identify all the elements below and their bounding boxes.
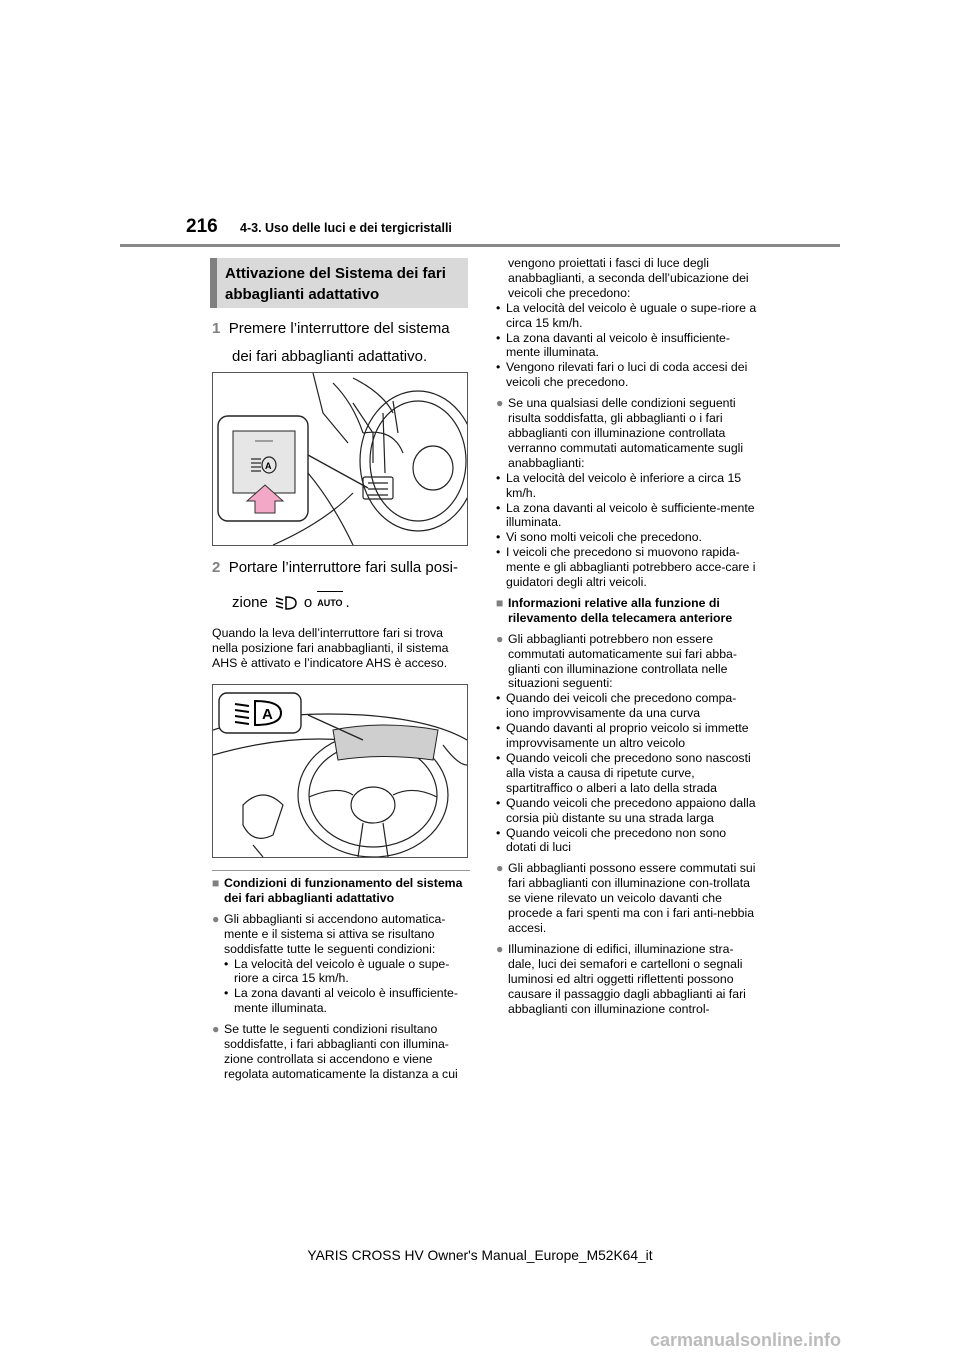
left-column <box>212 876 470 1088</box>
paragraph-2-continued: vengono proiettati i fasci di luce degli anabbaglianti, a seconda dell’ubicazione dei veicoli che precedono: • La velocità del veicolo è uguale o supe-riore a circa 15 km/h. • La zona davanti al veicolo è insufficiente-mente illuminata. • Vengono rilevati fari o luci di coda accesi dei veicoli che precedono. <box>496 256 757 390</box>
bullet: La zona davanti al veicolo è sufficiente-mente illuminata. <box>506 500 755 530</box>
bullet: Vengono rilevati fari o luci di coda accesi dei veicoli che precedono. <box>506 360 748 390</box>
step-1-text-2: dei fari abbaglianti adattativo. <box>232 348 428 365</box>
paragraph-4: ● Gli abbaglianti potrebbero non essere commutati automaticamente sui fari abba-glianti con illuminazione controllata nelle situazioni seguenti: • Quando dei veicoli che precedono compa-iono improvvisamente da una curva • Quando davanti al proprio veicolo si immette improvvisamente un altro veicolo • Quando veicoli che precedono sono nascosti alla vista a causa di ripetute curve, spartitraffico o alberi a lato della strada • Quando veicoli che precedono appaiono dalla corsia più distante su una strada larga • Quando veicoli che precedono non sono dotati di luci <box>496 632 758 856</box>
svg-text:A: A <box>262 706 273 723</box>
switch-illustration <box>212 372 468 546</box>
footer-text: YARIS CROSS HV Owner's Manual_Europe_M52K64_it <box>307 1248 653 1263</box>
bullet: Quando veicoli che precedono non sono dotati di luci <box>506 825 727 855</box>
divider <box>212 870 470 871</box>
low-beam-icon <box>274 593 298 613</box>
watermark: carmanualsonline.info <box>650 1330 842 1350</box>
bullet: I veicoli che precedono si muovono rapida-mente e gli abbaglianti potrebbero acce-care i guidatori degli altri veicoli. <box>506 545 756 590</box>
bullet: La zona davanti al veicolo è insufficiente-mente illuminata. <box>234 986 458 1016</box>
right-column <box>496 256 758 1022</box>
paragraph-5: ● Gli abbaglianti possono essere commutati sui fari abbaglianti con illuminazione con-trollata se viene rilevato un veicolo davanti che procede a fari spenti ma con i fari anti-nebbia accesi. <box>496 861 756 935</box>
step-2-text-1: Portare l’interruttore fari sulla posi- <box>228 559 458 576</box>
step-1-number: 1 <box>212 320 221 337</box>
bullet: Quando dei veicoli che precedono compa-iono improvvisamente da una curva <box>506 691 737 721</box>
page-number: 216 <box>186 216 218 237</box>
bullet: La zona davanti al veicolo è insufficiente-mente illuminata. <box>506 330 730 360</box>
bullet: Vi sono molti veicoli che precedono. <box>506 530 702 545</box>
header-rule <box>120 244 840 247</box>
subheading-camera: ■ Informazioni relative alla funzione di rilevamento della telecamera anteriore <box>496 595 733 625</box>
auto-icon: AUTO <box>317 591 342 614</box>
bullet: Quando veicoli che precedono sono nascosti alla vista a causa di ripetute curve, spartitraffico o alberi a lato della strada <box>506 751 751 795</box>
dashboard-switch-drawing <box>213 373 467 545</box>
subheading-conditions: ■ Condizioni di funzionamento del sistema dei fari abbaglianti adattativo <box>212 876 463 905</box>
indicator-illustration <box>212 684 468 858</box>
step-2: 2 Portare l’interruttore fari sulla posi- zione o AUTO . <box>212 557 472 614</box>
paragraph-6: ● Illuminazione di edifici, illuminazione stra-dale, luci dei semafori e cartelloni o segnali luminosi ed altri oggetti riflettenti possono causare il passaggio dagli abbaglianti ai fari abbaglianti con illuminazione control- <box>496 941 746 1016</box>
paragraph-1: ● Gli abbaglianti si accendono automatica-mente e il sistema si attiva se risultano soddisfatte tutte le seguenti condizioni: • La velocità del veicolo è uguale o supe-riore a circa 15 km/h. • La zona davanti al veicolo è insufficiente-mente illuminata. <box>212 912 470 1016</box>
bullet: Quando veicoli che precedono appaiono dalla corsia più distante su una strada larga <box>506 795 756 825</box>
bullet: La velocità del veicolo è uguale o supe-riore a circa 15 km/h. <box>234 956 450 986</box>
bullet: Quando davanti al proprio veicolo si immette improvvisamente un altro veicolo <box>506 721 749 751</box>
step-2-text-2a: zione <box>232 593 268 611</box>
step-1-text-1: Premere l’interruttore del sistema <box>228 320 450 337</box>
instrument-panel-drawing <box>213 685 467 857</box>
bullet: La velocità del veicolo è inferiore a circa 15 km/h. <box>506 470 742 500</box>
note-text: Quando la leva dell’interruttore fari si trova nella posizione fari anabbaglianti, il sistema AHS è attivato e l’indicatore AHS è acceso. <box>212 626 449 670</box>
paragraph-3: ● Se una qualsiasi delle condizioni seguenti risulta soddisfatta, gli abbaglianti o i fari abbaglianti con illuminazione controllata verranno commutati automaticamente sugli anabbaglianti: • La velocità del veicolo è inferiore a circa 15 km/h. • La zona davanti al veicolo è sufficiente-mente illuminata. • Vi sono molti veicoli che precedono. • I veicoli che precedono si muovono rapida-mente e gli abbaglianti potrebbero acce-care i guidatori degli altri veicoli. <box>496 396 758 590</box>
svg-text:A: A <box>265 461 272 471</box>
step-2-number: 2 <box>212 559 221 576</box>
step-1 <box>212 318 472 368</box>
bullet: La velocità del veicolo è uguale o supe-riore a circa 15 km/h. <box>506 300 757 330</box>
paragraph-2: ● Se tutte le seguenti condizioni risultano soddisfatte, i fari abbaglianti con illumina-zione controllata si accendono e viene regolata automaticamente la distanza a cui <box>212 1022 458 1081</box>
section-title: 4-3. Uso delle luci e dei tergicristalli <box>240 221 452 235</box>
step-2-text-2b: o <box>303 593 313 611</box>
section-heading: Attivazione del Sistema dei fari abbaglianti adattativo <box>210 258 468 308</box>
